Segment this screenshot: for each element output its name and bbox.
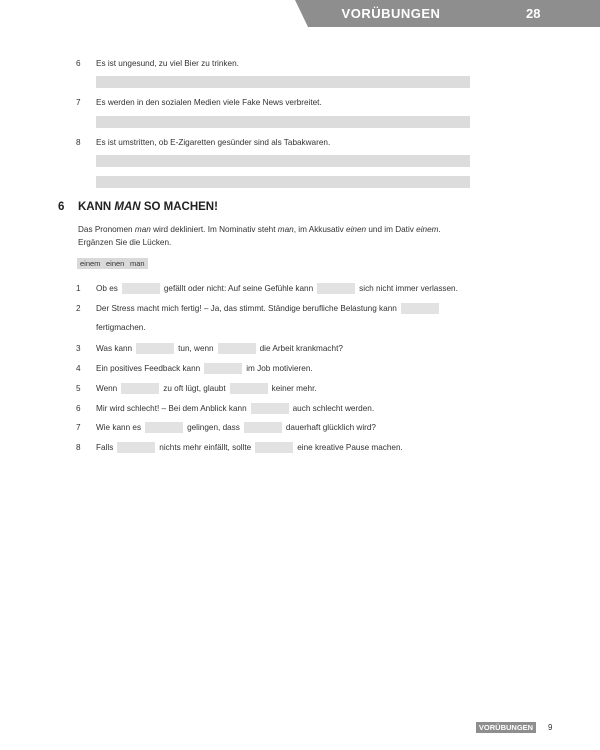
answer-line[interactable] — [96, 155, 470, 167]
word-bank-chip[interactable]: einem — [77, 258, 103, 269]
answer-line[interactable] — [96, 116, 470, 128]
blank-field[interactable] — [230, 383, 268, 394]
exercise-sentence: Ein positives Feedback kann im Job motivieren. — [96, 364, 313, 373]
blank-field[interactable] — [145, 422, 183, 433]
exercise-sentence: Wie kann es gelingen, dass dauerhaft glücklich wird? — [96, 423, 376, 432]
section-number: 6 — [58, 201, 65, 213]
header-title: VORÜBUNGEN — [341, 6, 441, 21]
exercise-sentence: Was kann tun, wenn die Arbeit krankmacht? — [96, 344, 343, 353]
answer-line[interactable] — [96, 76, 470, 88]
exercise-sentence-continued: fertigmachen. — [96, 323, 146, 332]
header-page-number: 28 — [526, 6, 541, 21]
blank-field[interactable] — [122, 283, 160, 294]
exercise-sentence: Ob es gefällt oder nicht: Auf seine Gefühle kann sich nicht immer verlassen. — [96, 284, 458, 293]
exercise-number: 5 — [76, 384, 81, 393]
blank-field[interactable] — [317, 283, 355, 294]
exercise-number: 6 — [76, 404, 81, 413]
blank-field[interactable] — [401, 303, 439, 314]
item-number: 8 — [76, 138, 81, 147]
blank-field[interactable] — [117, 442, 155, 453]
exercise-number: 3 — [76, 344, 81, 353]
exercise-number: 1 — [76, 284, 81, 293]
blank-field[interactable] — [136, 343, 174, 354]
exercise-number: 4 — [76, 364, 81, 373]
exercise-number: 7 — [76, 423, 81, 432]
answer-line[interactable] — [96, 176, 470, 188]
exercise-sentence: Der Stress macht mich fertig! – Ja, das stimmt. Ständige berufliche Belastung kann — [96, 303, 443, 314]
item-sentence: Es ist ungesund, zu viel Bier zu trinken. — [96, 59, 239, 68]
item-number: 6 — [76, 59, 81, 68]
item-number: 7 — [76, 98, 81, 107]
footer-page-number: 9 — [548, 723, 553, 732]
instructions: Das Pronomen man wird dekliniert. Im Nominativ steht man, im Akkusativ einen und im Dativ einem. Ergänzen Sie die Lücken. — [78, 225, 441, 247]
exercise-number: 8 — [76, 443, 81, 452]
blank-field[interactable] — [121, 383, 159, 394]
item-sentence: Es werden in den sozialen Medien viele Fake News verbreitet. — [96, 98, 322, 107]
word-bank-chip[interactable]: einen — [103, 258, 127, 269]
blank-field[interactable] — [244, 422, 282, 433]
section-title: KANN MAN SO MACHEN! — [78, 201, 218, 213]
footer-label: VORÜBUNGEN — [476, 722, 536, 733]
blank-field[interactable] — [218, 343, 256, 354]
word-bank-chip[interactable]: man — [127, 258, 148, 269]
item-sentence: Es ist umstritten, ob E-Zigaretten gesünder sind als Tabakwaren. — [96, 138, 331, 147]
exercise-sentence: Falls nichts mehr einfällt, sollte eine kreative Pause machen. — [96, 443, 403, 452]
blank-field[interactable] — [204, 363, 242, 374]
blank-field[interactable] — [251, 403, 289, 414]
exercise-sentence: Mir wird schlecht! – Bei dem Anblick kann auch schlecht werden. — [96, 404, 375, 413]
exercise-number: 2 — [76, 304, 81, 313]
blank-field[interactable] — [255, 442, 293, 453]
exercise-sentence: Wenn zu oft lügt, glaubt keiner mehr. — [96, 384, 317, 393]
